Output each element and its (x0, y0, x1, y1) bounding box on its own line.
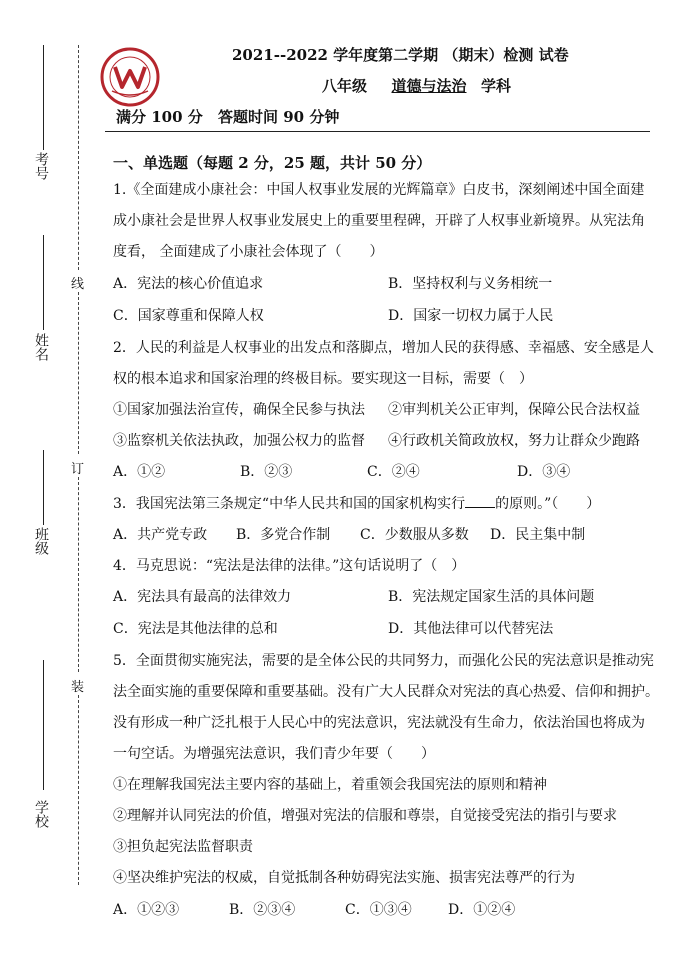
q3-option-b[interactable]: B．多党合作制 (236, 527, 331, 543)
school-logo (100, 47, 160, 107)
q3-blank (465, 495, 495, 508)
q3-stem (113, 493, 600, 513)
section-title: 一、单选题（每题 2 分，25 题，共计 50 分） (113, 154, 432, 172)
q1-option-d[interactable]: D．国家一切权力属于人民 (388, 308, 554, 324)
bind-mark: 订 (71, 458, 84, 477)
q1-line: 1.《全面建成小康社会：中国人权事业发展的光辉篇章》白皮书，深刻阐述中国全面建 (113, 182, 645, 198)
q5-option-d[interactable]: D．①②④ (448, 902, 516, 918)
q5-option-c[interactable]: C．①③④ (345, 902, 412, 918)
score-label: 满分 100 分 (116, 108, 203, 126)
q5-line: 一句空话。为增强宪法意识，我们青少年要（ ） (113, 746, 435, 762)
cut-line (78, 695, 79, 885)
q3-stem-before: 3．我国宪法第三条规定“中华人民共和国的国家机构实行 (113, 496, 466, 512)
q2-option-a[interactable]: A．①② (113, 464, 166, 480)
q2-item: ②审判机关公正审判，保障公民合法权益 (388, 402, 640, 418)
q3-option-d[interactable]: D．民主集中制 (490, 527, 586, 543)
q2-option-c[interactable]: C．②④ (367, 464, 420, 480)
q5-item: ①在理解我国宪法主要内容的基础上，着重领会我国宪法的原则和精神 (113, 777, 547, 793)
binding-line (43, 660, 44, 790)
q3-stem-after: 的原则。”（ ） (495, 496, 601, 512)
binding-line (43, 45, 44, 150)
cut-line (78, 45, 79, 270)
fold-mark: 装 (71, 676, 84, 695)
header-rule (105, 131, 650, 132)
q5-item: ③担负起宪法监督职责 (113, 839, 253, 855)
q5-line: 5．全面贯彻实施宪法，需要的是全体公民的共同努力，而强化公民的宪法意识是推动宪 (113, 653, 654, 669)
q4-option-b[interactable]: B．宪法规定国家生活的具体问题 (388, 589, 595, 605)
q4-option-c[interactable]: C．宪法是其他法律的总和 (113, 621, 278, 637)
cut-line (78, 477, 79, 672)
q2-option-d[interactable]: D．③④ (517, 464, 571, 480)
q5-item: ②理解并认同宪法的价值，增强对宪法的信服和尊崇，自觉接受宪法的指引与要求 (113, 808, 617, 824)
q3-option-c[interactable]: C．少数服从多数 (360, 527, 469, 543)
exam-subtitle (322, 75, 511, 96)
q1-line: 度看， 全面建成了小康社会体现了（ ） (113, 244, 384, 260)
class-label: 班级 (33, 527, 49, 555)
q4-option-a[interactable]: A．宪法具有最高的法律效力 (113, 589, 292, 605)
school-label: 学校 (33, 800, 49, 828)
q1-option-a[interactable]: A．宪法的核心价值追求 (113, 276, 264, 292)
q2-line: 2．人民的利益是人权事业的出发点和落脚点，增加人民的获得感、幸福感、安全感是人 (113, 340, 654, 356)
exam-title: 2021--2022 学年度第二学期 （期末）检测 试卷 (232, 46, 569, 64)
q1-line: 成小康社会是世界人权事业发展史上的重要里程碑，开辟了人权事业新境界。从宪法角 (113, 213, 645, 229)
q4-stem: 4．马克思说：“宪法是法律的法律。”这句话说明了（ ） (113, 558, 466, 574)
q2-option-b[interactable]: B．②③ (240, 464, 293, 480)
q1-option-b[interactable]: B．坚持权利与义务相统一 (388, 276, 553, 292)
name-label: 姓名 (33, 333, 49, 361)
binding-line (43, 235, 44, 330)
q2-item: ③监察机关依法执政，加强公权力的监督 (113, 433, 365, 449)
q2-item: ①国家加强法治宣传，确保全民参与执法 (113, 402, 365, 418)
q5-option-a[interactable]: A．①②③ (113, 902, 180, 918)
q5-item: ④坚决维护宪法的权威，自觉抵制各种妨碍宪法实施、损害宪法尊严的行为 (113, 870, 575, 886)
subject-label: 道德与法治 (391, 77, 467, 95)
subject-suffix: 学科 (480, 77, 511, 95)
grade-label: 八年级 (322, 77, 368, 95)
q3-option-a[interactable]: A．共产党专政 (113, 527, 208, 543)
line-mark: 线 (71, 273, 84, 292)
q5-line: 法全面实施的重要保障和重要基础。没有广大人民群众对宪法的真心热爱、信仰和拥护。 (113, 684, 659, 700)
exam-number-label: 考号 (33, 152, 49, 180)
time-label: 答题时间 90 分钟 (218, 108, 340, 126)
q5-option-b[interactable]: B．②③④ (229, 902, 296, 918)
q2-item: ④行政机关简政放权，努力让群众少跑路 (388, 433, 640, 449)
q4-option-d[interactable]: D．其他法律可以代替宪法 (388, 621, 554, 637)
cut-line (78, 292, 79, 454)
q5-line: 没有形成一种广泛扎根于人民心中的宪法意识，宪法就没有生命力，依法治国也将成为 (113, 715, 645, 731)
q2-line: 权的根本追求和国家治理的终极目标。要实现这一目标，需要（ ） (113, 371, 533, 387)
q1-option-c[interactable]: C．国家尊重和保障人权 (113, 308, 264, 324)
binding-line (43, 450, 44, 525)
